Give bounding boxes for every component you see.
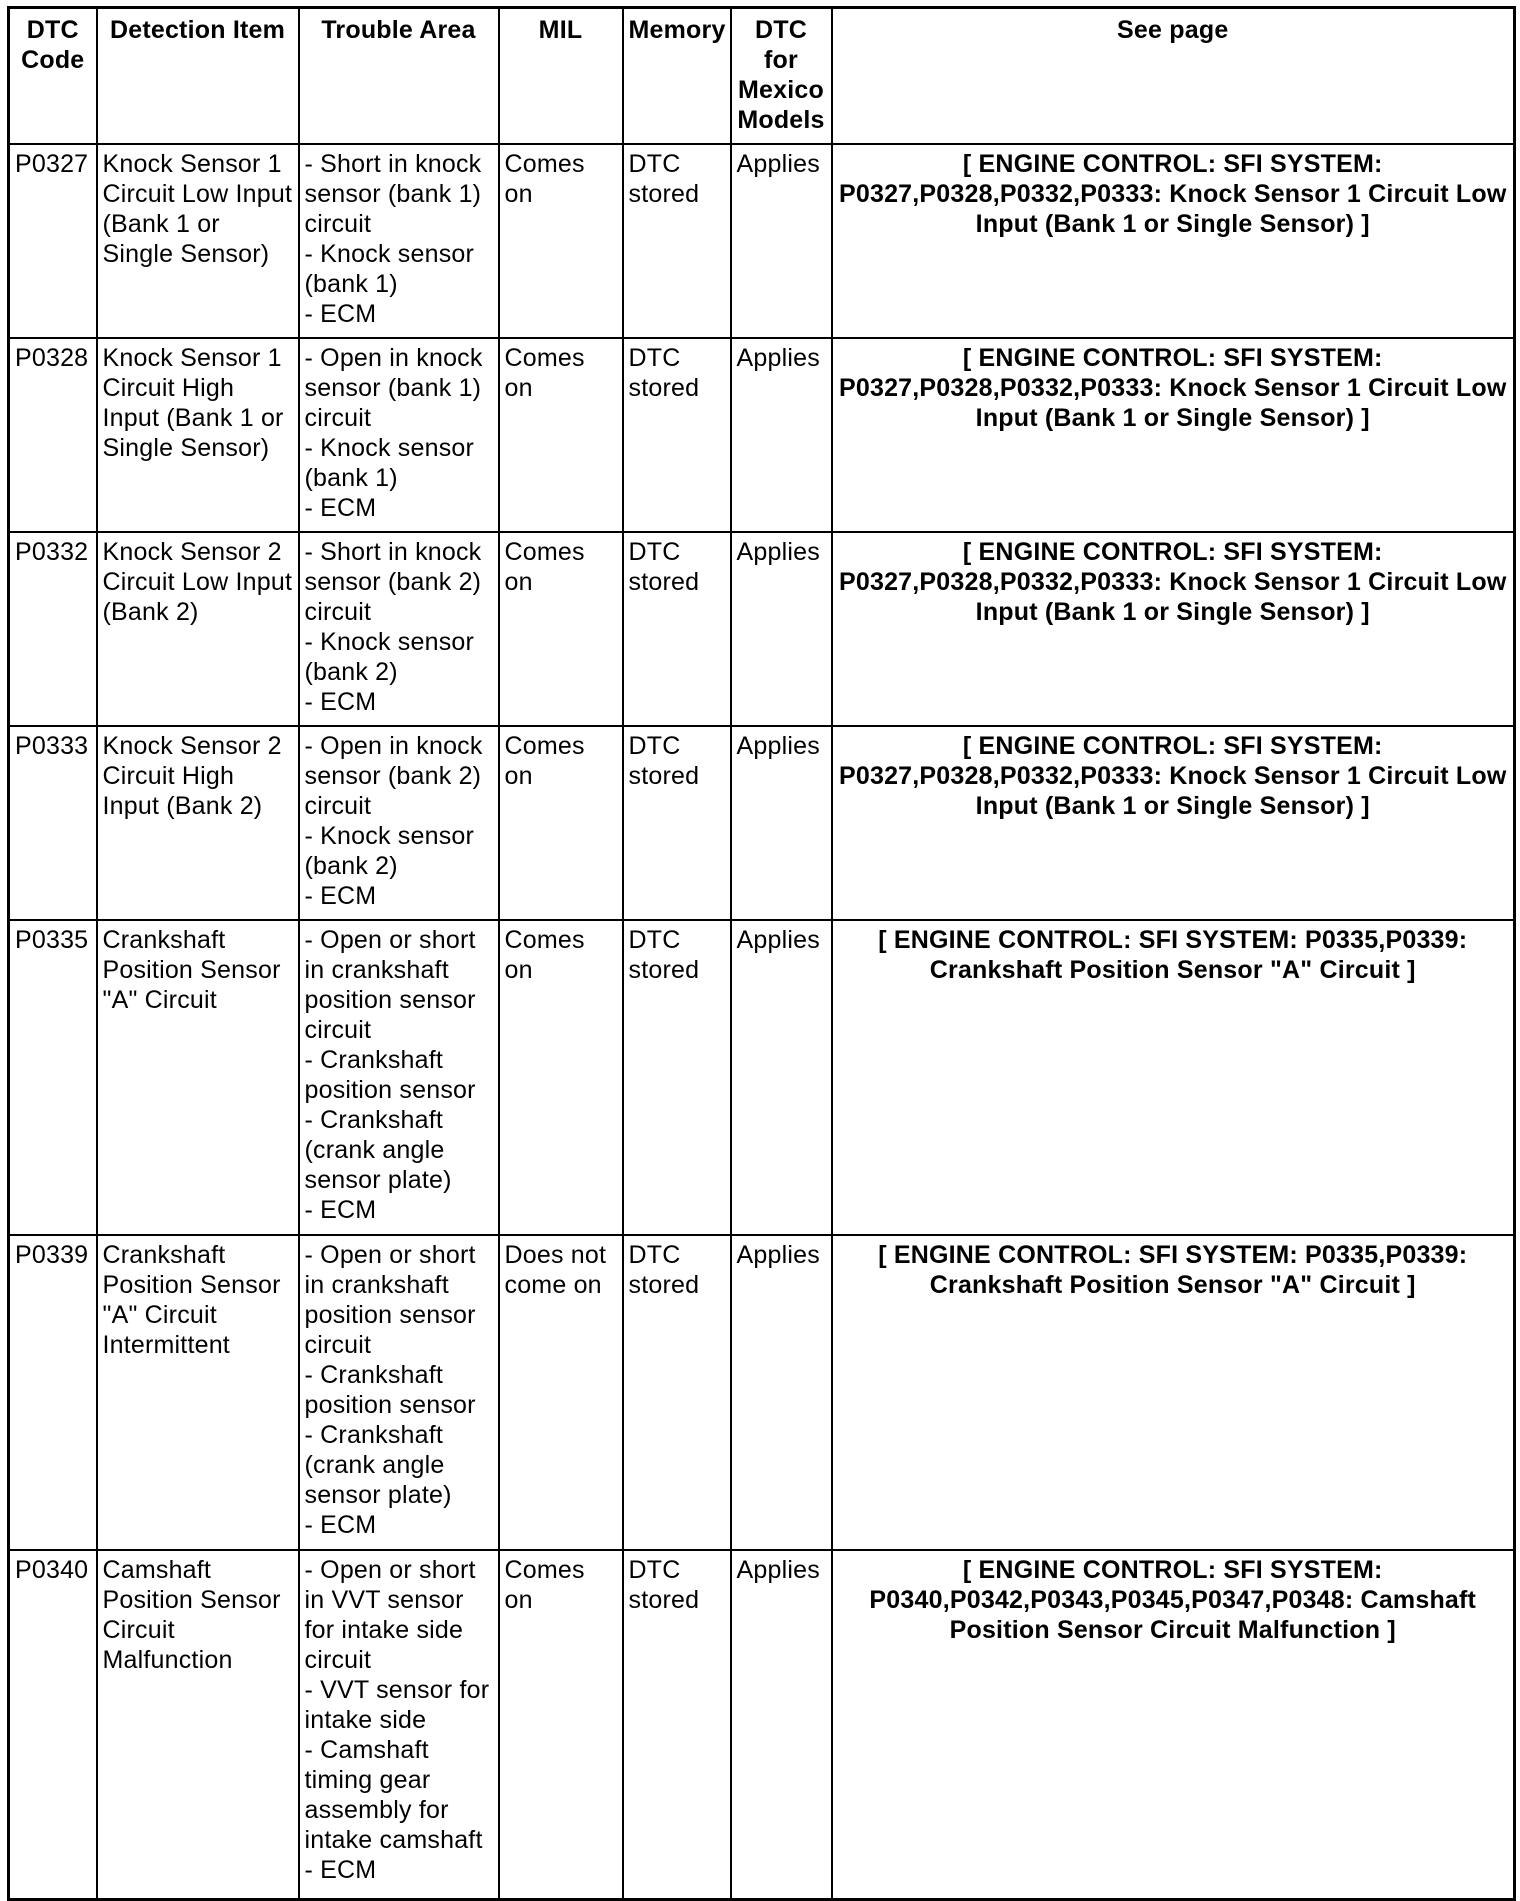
cell-mil: Comes on xyxy=(499,338,623,532)
cell-dtc-code: P0332 xyxy=(9,532,97,726)
header-see-page: See page xyxy=(832,8,1515,145)
cell-detection-item: Crankshaft Position Sensor "A" Circuit Intermittent xyxy=(97,1235,299,1550)
trouble-area-line: - Knock sensor (bank 2) xyxy=(304,628,475,686)
table-row xyxy=(9,144,1515,338)
cell-mexico-models: Applies xyxy=(731,1550,832,1900)
cell-mexico-models: Applies xyxy=(731,144,832,338)
trouble-area-line: - ECM xyxy=(304,688,377,716)
cell-mil: Does not come on xyxy=(499,1235,623,1550)
cell-mexico-models: Applies xyxy=(731,726,832,920)
cell-memory: DTC stored xyxy=(623,1550,731,1900)
cell-mexico-models: Applies xyxy=(731,532,832,726)
cell-dtc-code: P0333 xyxy=(9,726,97,920)
see-page-link[interactable]: [ ENGINE CONTROL: SFI SYSTEM: P0327,P0328,P0332,P0333: Knock Sensor 1 Circuit Low Input (Bank 1 or Single Sensor) ] xyxy=(832,532,1515,726)
cell-trouble-area xyxy=(299,920,499,1235)
table-row xyxy=(9,338,1515,532)
cell-dtc-code: P0327 xyxy=(9,144,97,338)
cell-trouble-area xyxy=(299,532,499,726)
cell-memory: DTC stored xyxy=(623,532,731,726)
cell-detection-item: Knock Sensor 2 Circuit High Input (Bank 2) xyxy=(97,726,299,920)
cell-detection-item: Knock Sensor 1 Circuit High Input (Bank 1 or Single Sensor) xyxy=(97,338,299,532)
cell-memory: DTC stored xyxy=(623,144,731,338)
trouble-area-line: - Knock sensor (bank 2) xyxy=(304,822,475,880)
see-page-link[interactable]: [ ENGINE CONTROL: SFI SYSTEM: P0327,P0328,P0332,P0333: Knock Sensor 1 Circuit Low Input (Bank 1 or Single Sensor) ] xyxy=(832,726,1515,920)
trouble-area-line: - Camshaft timing gear assembly for intake camshaft xyxy=(304,1736,483,1854)
dtc-table xyxy=(7,6,1516,1901)
trouble-area-line: - ECM xyxy=(304,1196,377,1224)
trouble-area-line: - Open in knock sensor (bank 2) circuit xyxy=(304,732,483,820)
cell-mil: Comes on xyxy=(499,1550,623,1900)
see-page-link[interactable]: [ ENGINE CONTROL: SFI SYSTEM: P0327,P0328,P0332,P0333: Knock Sensor 1 Circuit Low Input (Bank 1 or Single Sensor) ] xyxy=(832,338,1515,532)
trouble-area-line: - ECM xyxy=(304,300,377,328)
cell-dtc-code: P0339 xyxy=(9,1235,97,1550)
trouble-area-line: - Crankshaft (crank angle sensor plate) xyxy=(304,1421,452,1509)
trouble-area-line: - Crankshaft position sensor xyxy=(304,1046,476,1104)
cell-mil: Comes on xyxy=(499,144,623,338)
cell-detection-item: Camshaft Position Sensor Circuit Malfunction xyxy=(97,1550,299,1900)
cell-mil: Comes on xyxy=(499,726,623,920)
trouble-area-line: - Open or short in crankshaft position sensor circuit xyxy=(304,1241,476,1359)
cell-memory: DTC stored xyxy=(623,338,731,532)
trouble-area-line: - Open or short in crankshaft position sensor circuit xyxy=(304,926,476,1044)
cell-dtc-code: P0335 xyxy=(9,920,97,1235)
trouble-area-line: - Open or short in VVT sensor for intake side circuit xyxy=(304,1556,476,1674)
table-row xyxy=(9,532,1515,726)
cell-trouble-area xyxy=(299,726,499,920)
trouble-area-line: - Knock sensor (bank 1) xyxy=(304,240,475,298)
table-row xyxy=(9,726,1515,920)
cell-memory: DTC stored xyxy=(623,920,731,1235)
table-row xyxy=(9,1235,1515,1550)
cell-trouble-area xyxy=(299,1550,499,1900)
header-detection-item: Detection Item xyxy=(97,8,299,145)
see-page-link[interactable]: [ ENGINE CONTROL: SFI SYSTEM: P0340,P0342,P0343,P0345,P0347,P0348: Camshaft Position Sensor Circuit Malfunction ] xyxy=(832,1550,1515,1900)
cell-memory: DTC stored xyxy=(623,726,731,920)
cell-dtc-code: P0340 xyxy=(9,1550,97,1900)
cell-trouble-area xyxy=(299,144,499,338)
cell-mil: Comes on xyxy=(499,532,623,726)
header-mil: MIL xyxy=(499,8,623,145)
table-row xyxy=(9,1550,1515,1900)
see-page-link[interactable]: [ ENGINE CONTROL: SFI SYSTEM: P0327,P0328,P0332,P0333: Knock Sensor 1 Circuit Low Input (Bank 1 or Single Sensor) ] xyxy=(832,144,1515,338)
trouble-area-line: - Open in knock sensor (bank 1) circuit xyxy=(304,344,483,432)
trouble-area-line: - Knock sensor (bank 1) xyxy=(304,434,475,492)
trouble-area-line: - Crankshaft position sensor xyxy=(304,1361,476,1419)
cell-mexico-models: Applies xyxy=(731,920,832,1235)
table-header-row xyxy=(9,8,1515,145)
trouble-area-line: - VVT sensor for intake side xyxy=(304,1676,490,1734)
header-memory: Memory xyxy=(623,8,731,145)
cell-detection-item: Knock Sensor 1 Circuit Low Input (Bank 1 or Single Sensor) xyxy=(97,144,299,338)
header-trouble-area: Trouble Area xyxy=(299,8,499,145)
cell-trouble-area xyxy=(299,338,499,532)
trouble-area-line: - Short in knock sensor (bank 2) circuit xyxy=(304,538,482,626)
cell-dtc-code: P0328 xyxy=(9,338,97,532)
header-mexico-models: DTC for Mexico Models xyxy=(731,8,832,145)
cell-mexico-models: Applies xyxy=(731,338,832,532)
cell-memory: DTC stored xyxy=(623,1235,731,1550)
header-dtc-code: DTC Code xyxy=(9,8,97,145)
trouble-area-line: - ECM xyxy=(304,1511,377,1539)
trouble-area-line: - ECM xyxy=(304,1856,377,1884)
see-page-link[interactable]: [ ENGINE CONTROL: SFI SYSTEM: P0335,P0339: Crankshaft Position Sensor "A" Circuit ] xyxy=(832,1235,1515,1550)
table-row xyxy=(9,920,1515,1235)
trouble-area-line: - Short in knock sensor (bank 1) circuit xyxy=(304,150,482,238)
trouble-area-line: - ECM xyxy=(304,882,377,910)
see-page-link[interactable]: [ ENGINE CONTROL: SFI SYSTEM: P0335,P0339: Crankshaft Position Sensor "A" Circuit ] xyxy=(832,920,1515,1235)
cell-mil: Comes on xyxy=(499,920,623,1235)
trouble-area-line: - ECM xyxy=(304,494,377,522)
cell-detection-item: Crankshaft Position Sensor "A" Circuit xyxy=(97,920,299,1235)
trouble-area-line: - Crankshaft (crank angle sensor plate) xyxy=(304,1106,452,1194)
cell-mexico-models: Applies xyxy=(731,1235,832,1550)
cell-trouble-area xyxy=(299,1235,499,1550)
cell-detection-item: Knock Sensor 2 Circuit Low Input (Bank 2) xyxy=(97,532,299,726)
